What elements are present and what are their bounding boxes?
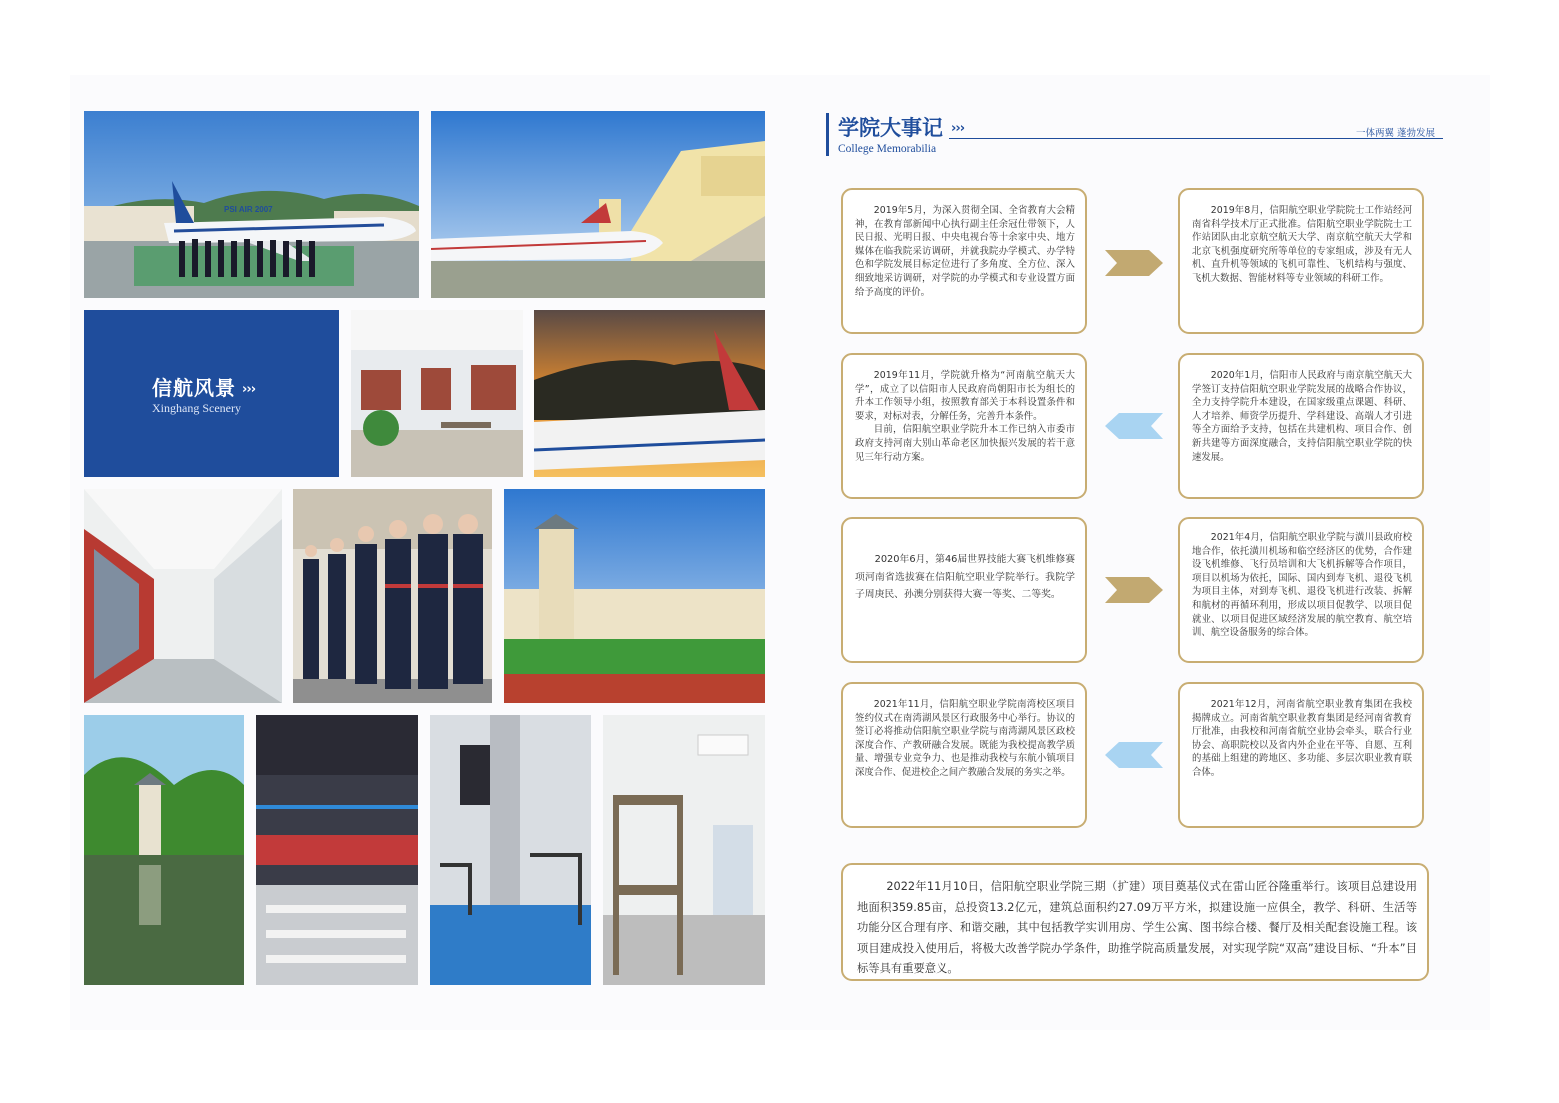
- photo-flight-attendants: [293, 489, 492, 703]
- event-text: 2019年8月，信阳航空职业学院院士工作站经河南省科学技术厅正式批准。信阳航空职业学院院士工作站团队由北京航空航天大学、南京航空航天大学和北京飞机强度研究所等单位的专家组成，涉及有无人机、直升机等领域的飞机可靠性、飞机结构与强度、飞机大数据、智能材料等专业领域的科研工作。: [1192, 205, 1412, 284]
- header-slogan: 一体两翼 蓬勃发展: [1356, 128, 1436, 139]
- event-2021-12: [1178, 682, 1424, 828]
- photo-library-hall: [351, 310, 523, 477]
- event-text: 目前，信阳航空职业学院升本工作已纳入市委市政府支持河南大别山革命老区加快振兴发展的若干意见三年行动方案。: [855, 424, 1075, 463]
- photo-dining-hall: [256, 715, 418, 985]
- chevron-right-icon: ›››: [951, 121, 965, 136]
- section-subtitle: College Memorabilia: [838, 143, 937, 155]
- scenery-title-box: [84, 310, 339, 477]
- event-text: 2020年6月，第46届世界技能大赛飞机维修赛项河南省选拔赛在信阳航空职业学院举行。我院学子周庚民、孙澳分别获得大赛一等奖、二等奖。: [855, 554, 1075, 600]
- photo-tower-lake: [84, 715, 244, 985]
- arrow-right-icon: [1105, 577, 1163, 603]
- event-2019-05: [841, 188, 1087, 334]
- airplane-livery-text: PSI AIR 2007: [224, 205, 273, 214]
- section-title: 学院大事记 ›››: [838, 116, 965, 140]
- photo-library-corridor: [84, 489, 282, 703]
- event-2021-04: [1178, 517, 1424, 663]
- photo-dormitory: [603, 715, 765, 985]
- header-accent-bar: [826, 113, 829, 156]
- event-2022-11: [841, 863, 1429, 981]
- event-text: 2021年4月，信阳航空职业学院与潢川县政府校地合作，依托潢川机场和临空经济区的优势，合作建设飞机维修、飞行员培训和大飞机拆解等合作项目，项目以机场为依托，国际、国内到寿飞机、退役飞机为项目主体，对到寿飞机、退役飞机进行改装、拆解和航材的再循环利用，形成以项目促教学、以项目促就业、以项目促进区域经济发展的航空教育、航空培训、航空设备服务的综合体。: [1192, 532, 1412, 639]
- event-2021-11: [841, 682, 1087, 828]
- photo-campus-tower-track: [504, 489, 765, 703]
- event-2019-08: [1178, 188, 1424, 334]
- arrow-left-icon: [1105, 413, 1163, 439]
- event-text: 2021年11月，信阳航空职业学院南湾校区项目签约仪式在南湾湖风景区行政服务中心举行。协议的签订必将推动信阳航空职业学院与南湾湖风景区政校深度合作、产教研融合发展。既能为我校提高教学质量、增强专业竞争力、也是推动我校与东航小镇项目深度合作、促进校企之间产教融合发展的务实之举。: [855, 699, 1075, 778]
- chevron-right-icon: ›››: [242, 382, 256, 397]
- photo-airplane-building: [431, 111, 765, 298]
- scenery-title: 信航风景 ›››: [152, 376, 256, 400]
- scenery-subtitle: Xinghang Scenery: [152, 401, 241, 415]
- photo-gym: [430, 715, 591, 985]
- event-2020-06: [841, 517, 1087, 663]
- event-text: 2022年11月10日，信阳航空职业学院三期（扩建）项目奠基仪式在雷山匠谷隆重举行。该项目总建设用地面积359.85亩，总投资13.2亿元，建筑总面积约27.09万平方米，拟建设施一应俱全，教学、科研、生活等功能分区合理有序、和谐交融，其中包括教学实训用房、学生公寓、图书综合楼、餐厅及相关配套设施工程。该项目建成投入使用后，将极大改善学院办学条件，助推学院高质量发展，对实现学院“双高”建设目标、“升本”目标等具有重要意义。: [857, 880, 1417, 976]
- event-text: 2020年1月，信阳市人民政府与南京航空航天大学签订支持信阳航空职业学院发展的战略合作协议，全力支持学院升本建设，在国家级重点课题、科研、人才培养、师资学历提升、学科建设、高端人才引进等全方面给予支持，包括在共建机构、项目合作、创新共建等方面深度融合，支持信阳航空职业学院的快速发展。: [1192, 370, 1412, 463]
- event-text: 2019年5月，为深入贯彻全国、全省教育大会精神，在教育部新闻中心执行副主任余冠仕带领下，人民日报、光明日报、中央电视台等十余家中央、地方媒体在临我院采访调研，并就我院办学模式、办学特色和学院发展目标定位进行了多角度、全方位、深入细致地采访调研，对学院的办学模式和专业设置方面给予高度的评价。: [855, 205, 1075, 298]
- arrow-right-icon: [1105, 250, 1163, 276]
- event-2020-01: [1178, 353, 1424, 499]
- photo-sunset-airplane: [534, 310, 765, 477]
- event-2019-11: [841, 353, 1087, 499]
- photo-airplane-crew: [84, 111, 419, 298]
- arrow-left-icon: [1105, 742, 1163, 768]
- event-text: 2019年11月，学院就升格为“河南航空航天大学”，成立了以信阳市人民政府尚朝阳市长为组长的升本工作领导小组，按照教育部关于本科设置条件和要求，对标对表，分解任务，完善升本条件。: [855, 370, 1075, 422]
- event-text: 2021年12月，河南省航空职业教育集团在我校揭牌成立。河南省航空职业教育集团是经河南省教育厅批准，由我校和河南省航空业协会牵头，联合行业协会、高职院校以及省内外企业在平等、自愿、互利的基础上组建的跨地区、多功能、多层次职业教育联合体。: [1192, 699, 1412, 778]
